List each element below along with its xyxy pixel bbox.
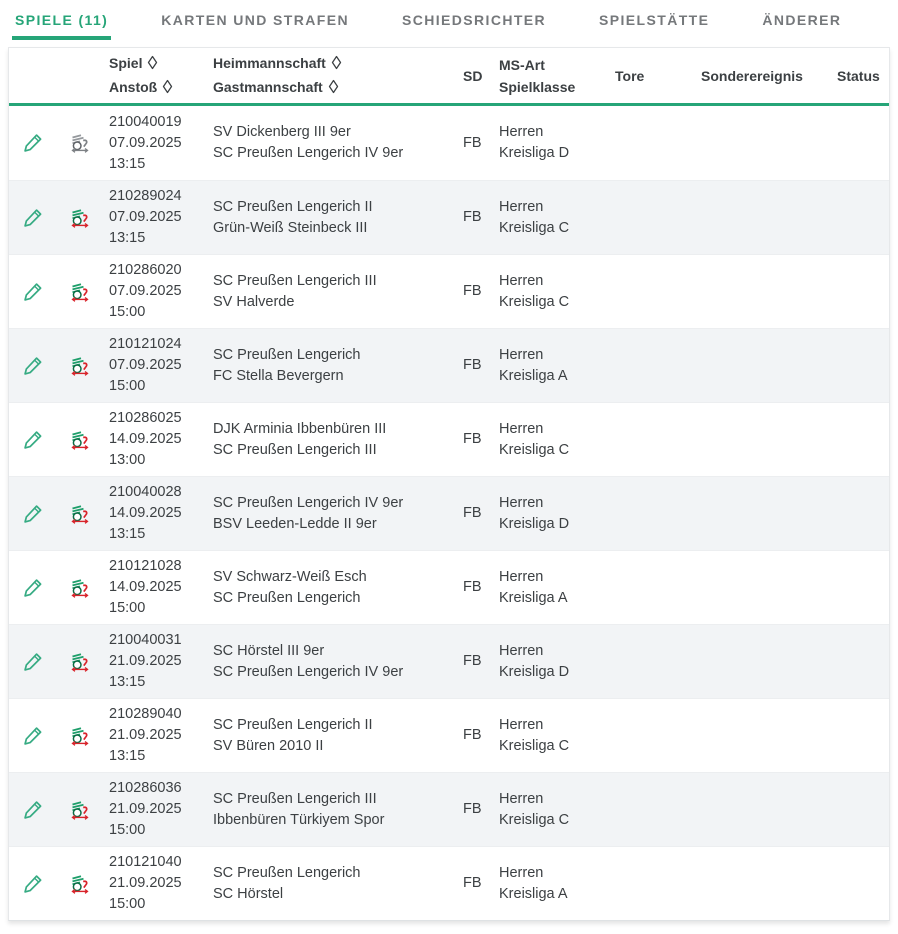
edit-button[interactable] (22, 577, 44, 599)
match-time: 15:00 (109, 600, 146, 616)
table-body (9, 106, 889, 920)
match-report-button[interactable] (70, 208, 90, 228)
report-cell (57, 726, 103, 746)
match-time: 13:15 (109, 674, 146, 690)
ms-art-value: Herren (499, 124, 544, 140)
match-time: 13:15 (109, 526, 146, 542)
match-number: 210286020 (109, 262, 182, 278)
header-msart-spielklasse (493, 54, 609, 98)
edit-cell (9, 503, 57, 525)
sd-value: FB (463, 357, 482, 373)
tab-spiele[interactable]: SPIELE (11) (12, 10, 111, 40)
spielklasse-value: Kreisliga D (499, 663, 570, 680)
edit-pencil-icon (22, 503, 44, 525)
report-cell (57, 504, 103, 524)
home-team: SC Preußen Lengerich II (213, 716, 373, 733)
tab-bar (0, 0, 898, 40)
report-cell (57, 578, 103, 598)
match-number: 210121024 (109, 336, 182, 352)
match-info-cell (103, 630, 207, 693)
tab-aenderer[interactable]: ÄNDERER (762, 12, 842, 28)
table-row (9, 772, 889, 846)
class-cell (493, 567, 609, 609)
teams-cell (207, 493, 457, 535)
teams-cell (207, 419, 457, 461)
edit-cell (9, 651, 57, 673)
match-info-cell (103, 482, 207, 545)
away-team: SV Halverde (213, 293, 295, 310)
spielklasse-value: Kreisliga C (499, 737, 570, 754)
match-info-cell (103, 186, 207, 249)
match-info-cell (103, 260, 207, 323)
header-teams (207, 52, 457, 100)
match-date: 07.09.2025 (109, 357, 182, 373)
match-date: 21.09.2025 (109, 727, 182, 743)
match-report-icon (70, 652, 90, 672)
match-report-icon (70, 282, 90, 302)
match-report-button[interactable] (70, 652, 90, 672)
edit-cell (9, 577, 57, 599)
match-number: 210121028 (109, 558, 182, 574)
match-report-icon (70, 578, 90, 598)
edit-button[interactable] (22, 503, 44, 525)
table-row (9, 698, 889, 772)
match-info-cell (103, 112, 207, 175)
sd-value: FB (463, 801, 482, 817)
match-report-button[interactable] (70, 282, 90, 302)
tab-schiedsrichter[interactable]: SCHIEDSRICHTER (401, 12, 547, 28)
header-msart-label: MS-Art (499, 56, 545, 73)
report-cell (57, 282, 103, 302)
table-row (9, 476, 889, 550)
match-number: 210121040 (109, 854, 182, 870)
table-row (9, 846, 889, 920)
edit-button[interactable] (22, 873, 44, 895)
match-report-icon (70, 874, 90, 894)
match-date: 07.09.2025 (109, 283, 182, 299)
class-cell (493, 863, 609, 905)
ms-art-value: Herren (499, 272, 544, 289)
away-team: Grün-Weiß Steinbeck III (213, 219, 368, 236)
sd-value: FB (463, 431, 482, 447)
teams-cell (207, 789, 457, 831)
teams-cell (207, 122, 457, 164)
header-sonderereignis-label: Sonderereignis (701, 67, 803, 84)
sd-value: FB (463, 579, 482, 595)
match-number: 210289040 (109, 706, 182, 722)
ms-art-value: Herren (499, 346, 544, 363)
sd-value: FB (463, 653, 482, 669)
header-sd-label: SD (463, 67, 483, 84)
table-row (9, 550, 889, 624)
match-date: 07.09.2025 (109, 209, 182, 225)
match-info-cell (103, 704, 207, 767)
home-team: DJK Arminia Ibbenbüren III (213, 420, 387, 437)
match-date: 21.09.2025 (109, 653, 182, 669)
away-team: SC Preußen Lengerich IV 9er (213, 145, 404, 161)
sort-icon[interactable] (331, 54, 342, 76)
ms-art-value: Herren (499, 568, 544, 585)
ms-art-value: Herren (499, 864, 544, 881)
edit-pencil-icon (22, 577, 44, 599)
ms-art-value: Herren (499, 790, 544, 807)
spielklasse-value: Kreisliga D (499, 145, 570, 161)
match-time: 15:00 (109, 378, 146, 394)
edit-cell (9, 132, 57, 154)
edit-pencil-icon (22, 281, 44, 303)
spielklasse-value: Kreisliga A (499, 885, 568, 902)
ms-art-value: Herren (499, 642, 544, 659)
edit-cell (9, 207, 57, 229)
ms-art-value: Herren (499, 420, 544, 437)
match-report-button[interactable] (70, 133, 90, 153)
header-spiel-anstoss (103, 52, 207, 100)
match-info-cell (103, 556, 207, 619)
spielklasse-value: Kreisliga A (499, 367, 568, 384)
class-cell (493, 271, 609, 313)
spielklasse-value: Kreisliga C (499, 811, 570, 828)
teams-cell (207, 641, 457, 683)
report-cell (57, 356, 103, 376)
teams-cell (207, 863, 457, 905)
edit-cell (9, 799, 57, 821)
match-info-cell (103, 778, 207, 841)
away-team: SC Preußen Lengerich (213, 589, 361, 606)
home-team: SC Preußen Lengerich III (213, 790, 377, 807)
report-cell (57, 874, 103, 894)
away-team: FC Stella Bevergern (213, 367, 344, 384)
sort-icon[interactable] (162, 78, 173, 100)
match-report-button[interactable] (70, 356, 90, 376)
edit-pencil-icon (22, 873, 44, 895)
teams-cell (207, 567, 457, 609)
edit-button[interactable] (22, 429, 44, 451)
match-date: 14.09.2025 (109, 431, 182, 447)
match-time: 13:15 (109, 748, 146, 764)
sd-value: FB (463, 209, 482, 225)
sort-icon[interactable] (147, 54, 158, 76)
teams-cell (207, 271, 457, 313)
tab-spielstaette[interactable]: SPIELSTÄTTE (599, 12, 710, 28)
away-team: SV Büren 2010 II (213, 737, 324, 754)
edit-cell (9, 355, 57, 377)
match-time: 13:15 (109, 230, 146, 246)
class-cell (493, 122, 609, 164)
match-report-button[interactable] (70, 874, 90, 894)
header-heimmannschaft-label: Heimmannschaft (213, 54, 326, 71)
match-report-icon (70, 800, 90, 820)
class-cell (493, 197, 609, 239)
edit-pencil-icon (22, 132, 44, 154)
away-team: SC Hörstel (213, 885, 284, 902)
report-cell (57, 133, 103, 153)
sort-icon[interactable] (328, 78, 339, 100)
match-report-button[interactable] (70, 578, 90, 598)
table-header-row (9, 48, 889, 106)
away-team: SC Preußen Lengerich IV 9er (213, 663, 404, 680)
edit-button[interactable] (22, 799, 44, 821)
match-report-icon (70, 356, 90, 376)
match-report-icon (70, 726, 90, 746)
table-row (9, 254, 889, 328)
match-report-button[interactable] (70, 726, 90, 746)
match-info-cell (103, 334, 207, 397)
match-report-button[interactable] (70, 430, 90, 450)
edit-button[interactable] (22, 132, 44, 154)
match-report-icon (70, 504, 90, 524)
edit-pencil-icon (22, 207, 44, 229)
away-team: SC Preußen Lengerich III (213, 441, 377, 458)
match-info-cell (103, 408, 207, 471)
home-team: SC Preußen Lengerich (213, 346, 361, 363)
edit-cell (9, 725, 57, 747)
ms-art-value: Herren (499, 198, 544, 215)
match-time: 13:15 (109, 155, 146, 172)
class-cell (493, 493, 609, 535)
match-date: 14.09.2025 (109, 505, 182, 521)
class-cell (493, 789, 609, 831)
home-team: SC Preußen Lengerich II (213, 198, 373, 215)
report-cell (57, 430, 103, 450)
match-report-icon (70, 430, 90, 450)
spielklasse-value: Kreisliga D (499, 515, 570, 532)
sd-value: FB (463, 505, 482, 521)
teams-cell (207, 345, 457, 387)
matches-table (8, 47, 890, 921)
edit-cell (9, 429, 57, 451)
home-team: SV Dickenberg III 9er (213, 124, 351, 140)
home-team: SC Hörstel III 9er (213, 642, 325, 659)
match-number: 210286036 (109, 780, 182, 796)
header-spielklasse-label: Spielklasse (499, 78, 576, 95)
sd-value: FB (463, 134, 482, 151)
ms-art-value: Herren (499, 494, 544, 511)
edit-pencil-icon (22, 725, 44, 747)
match-number: 210289024 (109, 188, 182, 204)
edit-pencil-icon (22, 799, 44, 821)
edit-button[interactable] (22, 651, 44, 673)
header-gastmannschaft-label: Gastmannschaft (213, 78, 323, 95)
report-cell (57, 208, 103, 228)
match-date: 21.09.2025 (109, 875, 182, 891)
teams-cell (207, 197, 457, 239)
match-number: 210040028 (109, 484, 182, 500)
report-cell (57, 652, 103, 672)
class-cell (493, 419, 609, 461)
teams-cell (207, 715, 457, 757)
table-row (9, 106, 889, 180)
table-row (9, 328, 889, 402)
header-anstoss-label: Anstoß (109, 78, 158, 95)
header-spiel-label: Spiel (109, 54, 143, 71)
home-team: SC Preußen Lengerich III (213, 272, 377, 289)
header-status-label: Status (837, 67, 880, 84)
header-tore-label: Tore (615, 67, 645, 84)
edit-button[interactable] (22, 281, 44, 303)
sd-value: FB (463, 283, 482, 299)
edit-button[interactable] (22, 355, 44, 377)
home-team: SC Preußen Lengerich (213, 864, 361, 881)
report-cell (57, 800, 103, 820)
match-time: 15:00 (109, 896, 146, 912)
edit-pencil-icon (22, 355, 44, 377)
away-team: Ibbenbüren Türkiyem Spor (213, 811, 385, 828)
spielklasse-value: Kreisliga C (499, 293, 570, 310)
spielklasse-value: Kreisliga C (499, 219, 570, 236)
class-cell (493, 345, 609, 387)
edit-button[interactable] (22, 725, 44, 747)
match-info-cell (103, 852, 207, 915)
match-time: 13:00 (109, 452, 146, 468)
class-cell (493, 715, 609, 757)
edit-cell (9, 873, 57, 895)
edit-pencil-icon (22, 651, 44, 673)
match-time: 15:00 (109, 304, 146, 320)
tab-karten-und-strafen[interactable]: KARTEN UND STRAFEN (161, 12, 349, 28)
match-date: 21.09.2025 (109, 801, 182, 817)
spielklasse-value: Kreisliga C (499, 441, 570, 458)
edit-pencil-icon (22, 429, 44, 451)
match-date: 14.09.2025 (109, 579, 182, 595)
home-team: SV Schwarz-Weiß Esch (213, 568, 367, 585)
match-number: 210040031 (109, 632, 182, 648)
away-team: BSV Leeden-Ledde II 9er (213, 515, 377, 532)
match-report-button[interactable] (70, 800, 90, 820)
match-report-button[interactable] (70, 504, 90, 524)
spielklasse-value: Kreisliga A (499, 589, 568, 606)
match-report-icon (70, 208, 90, 228)
match-number: 210040019 (109, 113, 182, 130)
table-row (9, 624, 889, 698)
match-report-icon (70, 133, 90, 153)
match-number: 210286025 (109, 410, 182, 426)
class-cell (493, 641, 609, 683)
match-date: 07.09.2025 (109, 134, 182, 151)
match-time: 15:00 (109, 822, 146, 838)
home-team: SC Preußen Lengerich IV 9er (213, 494, 404, 511)
table-row (9, 402, 889, 476)
edit-button[interactable] (22, 207, 44, 229)
sd-value: FB (463, 875, 482, 891)
edit-cell (9, 281, 57, 303)
ms-art-value: Herren (499, 716, 544, 733)
sd-value: FB (463, 727, 482, 743)
table-row (9, 180, 889, 254)
